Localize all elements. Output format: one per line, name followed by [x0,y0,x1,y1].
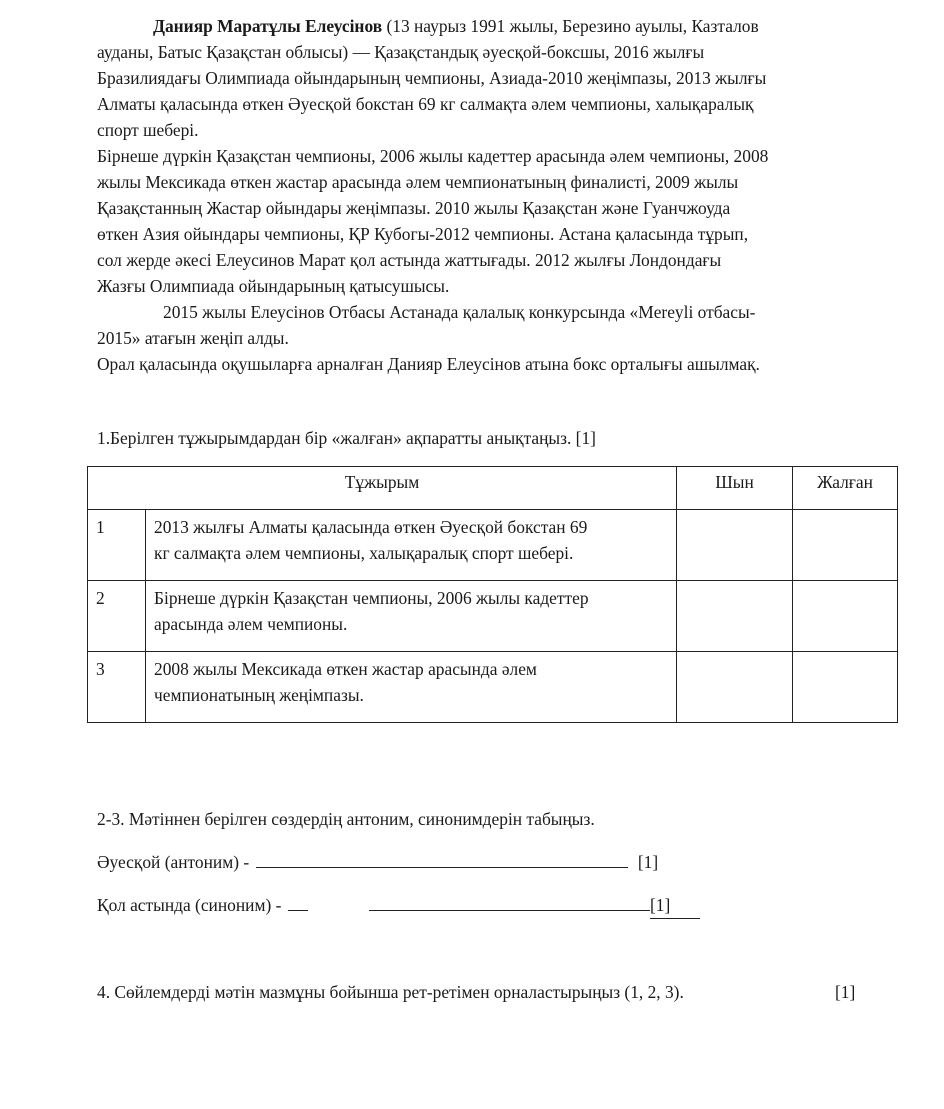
bio-line-7: жылы Мексикада өткен жастар арасында әлем чемпионатының финалисті, 2009 жылы [97,172,739,192]
bio-line-10: сол жерде әкесі Елеусинов Марат қол астында жаттығады. 2012 жылғы Лондондағы [97,250,722,270]
true-false-table [87,466,898,723]
bio-line-2: ауданы, Батыс Қазақстан облысы) — Қазақстандық әуесқой-боксшы, 2016 жылғы [97,42,705,62]
synonym-short-line [288,894,308,911]
question-4-text: 4. Сөйлемдерді мәтін мазмұны бойынша рет-ретімен орналастырыңыз (1, 2, 3). [97,982,684,1002]
synonym-label: Қол астында (синоним) - [97,895,282,915]
header-statement: Тұжырым [88,467,677,510]
question-2-3-title: 2-3. Мәтіннен берілген сөздердің антоним, синонимдерін табыңыз. [97,809,595,829]
table-header-row [88,467,898,510]
bio-line-3: Бразилиядағы Олимпиада ойындарының чемпионы, Азиада-2010 жеңімпазы, 2013 жылғы [97,68,767,88]
antonym-label: Әуесқой (антоним) - [97,852,250,872]
bio-line-6: Бірнеше дүркін Қазақстан чемпионы, 2006 жылы кадеттер арасында әлем чемпионы, 2008 [97,146,769,166]
question-4-score: [1] [835,982,856,1002]
athlete-name: Данияр Маратұлы Елеусінов [153,16,383,36]
row-number: 3 [88,652,146,723]
synonym-score: [1] [650,892,700,919]
statement-cell: 2013 жылғы Алматы қаласында өткен Әуесқой бокстан 69 кг салмақта әлем чемпионы, халықаралық спорт шебері. [146,510,677,581]
true-answer-cell[interactable] [677,652,793,723]
synonym-answer-line[interactable] [369,894,650,911]
header-false: Жалған [793,467,898,510]
statement-cell: 2008 жылы Мексикада өткен жастар арасында әлем чемпионатының жеңімпазы. [146,652,677,723]
question-1-title: 1.Берілген тұжырымдардан бір «жалған» ақпаратты анықтаңыз. [1] [97,428,596,448]
true-answer-cell[interactable] [677,581,793,652]
antonym-item [97,849,658,875]
bio-line-13: 2015» атағын жеңіп алды. [97,328,289,348]
antonym-answer-line[interactable] [256,851,628,868]
false-answer-cell[interactable] [793,510,898,581]
row-number: 2 [88,581,146,652]
synonym-answer-area[interactable] [369,892,700,919]
true-answer-cell[interactable] [677,510,793,581]
bio-line-4: Алматы қаласында өткен Әуесқой бокстан 69 кг салмақта әлем чемпионы, халықаралық [97,94,754,114]
bio-line-9: өткен Азия ойындары чемпионы, ҚР Кубогы-2012 чемпионы. Астана қаласында тұрып, [97,224,749,244]
false-answer-cell[interactable] [793,652,898,723]
bio-line-11: Жазғы Олимпиада ойындарының қатысушысы. [97,276,450,296]
synonym-item [97,892,308,918]
row-number: 1 [88,510,146,581]
false-answer-cell[interactable] [793,581,898,652]
table-row [88,581,898,652]
bio-line-1: Данияр Маратұлы Елеусінов (13 наурыз 1991 жылы, Березино ауылы, Казталов [153,16,759,36]
bio-line-5: спорт шебері. [97,120,199,140]
bio-line-14: Орал қаласында оқушыларға арналған Данияр Елеусінов атына бокс орталығы ашылмақ. [97,354,760,374]
bio-line-12: 2015 жылы Елеусінов Отбасы Астанада қалалық конкурсында «Mereyli отбасы- [163,302,756,322]
statement-cell: Бірнеше дүркін Қазақстан чемпионы, 2006 жылы кадеттер арасында әлем чемпионы. [146,581,677,652]
table-row [88,652,898,723]
bio-line-8: Қазақстанның Жастар ойындары жеңімпазы. 2010 жылы Қазақстан және Гуанчжоуда [97,198,731,218]
antonym-score: [1] [637,852,659,872]
table-row [88,510,898,581]
header-true: Шын [677,467,793,510]
